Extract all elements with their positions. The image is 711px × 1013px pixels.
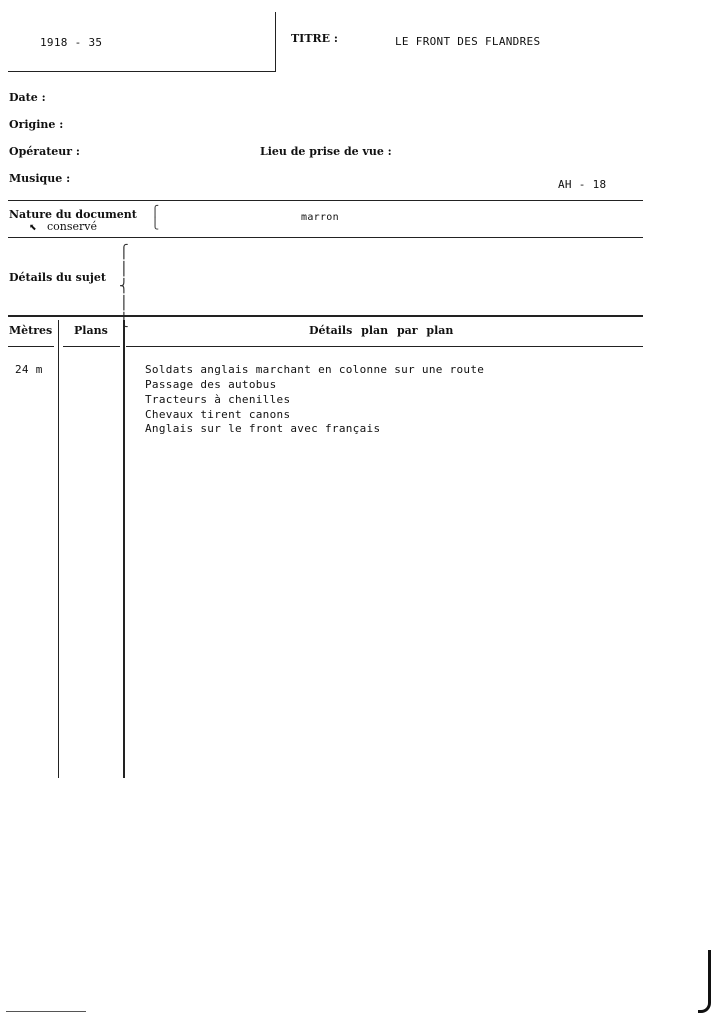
metres-header: Mètres xyxy=(9,324,53,337)
origine-label: Origine : xyxy=(9,118,64,131)
nature-value: marron xyxy=(301,212,339,223)
header-box-bottom-line xyxy=(8,71,276,72)
nature-label-line2: conservé xyxy=(47,220,98,233)
lieu-label: Lieu de prise de vue : xyxy=(260,145,392,158)
details-header-underline xyxy=(126,346,643,347)
nature-label-line1: Nature du document xyxy=(9,208,137,221)
date-label: Date : xyxy=(9,91,46,104)
details-sujet-label: Détails du sujet xyxy=(9,271,106,284)
section-divider-sujet xyxy=(8,315,643,317)
column-rule-plans xyxy=(123,320,125,778)
details-sujet-bracket: ⎧ ⎪ ⎨ ⎪ ⎩ xyxy=(119,245,129,328)
plans-header-underline xyxy=(63,346,120,347)
nature-bracket: ⎧ ⎩ xyxy=(151,205,160,230)
bottom-edge-mark xyxy=(6,1011,86,1012)
details-header: Détails plan par plan xyxy=(309,324,454,337)
metres-value: 24 m xyxy=(15,363,43,376)
metres-header-underline xyxy=(8,346,54,347)
nature-marker-icon: ⬉ xyxy=(29,223,37,233)
title-label: TITRE : xyxy=(291,32,338,45)
plans-header: Plans xyxy=(74,324,108,337)
shot-row: Anglais sur le front avec français xyxy=(145,422,381,435)
shot-row: Chevaux tirent canons xyxy=(145,408,291,421)
reference-number: 1918 - 35 xyxy=(40,36,103,49)
title-value: LE FRONT DES FLANDRES xyxy=(395,35,541,48)
shot-row: Tracteurs à chenilles xyxy=(145,393,291,406)
archive-code: AH - 18 xyxy=(558,178,607,191)
shot-row: Soldats anglais marchant en colonne sur une route xyxy=(145,363,485,376)
page-corner-edge xyxy=(698,950,711,1013)
column-rule-metres xyxy=(58,320,59,778)
section-divider-nature xyxy=(8,237,643,238)
section-divider-top xyxy=(8,200,643,201)
shot-row: Passage des autobus xyxy=(145,378,277,391)
header-box-right-line xyxy=(275,12,276,72)
musique-label: Musique : xyxy=(9,172,71,185)
operateur-label: Opérateur : xyxy=(9,145,80,158)
